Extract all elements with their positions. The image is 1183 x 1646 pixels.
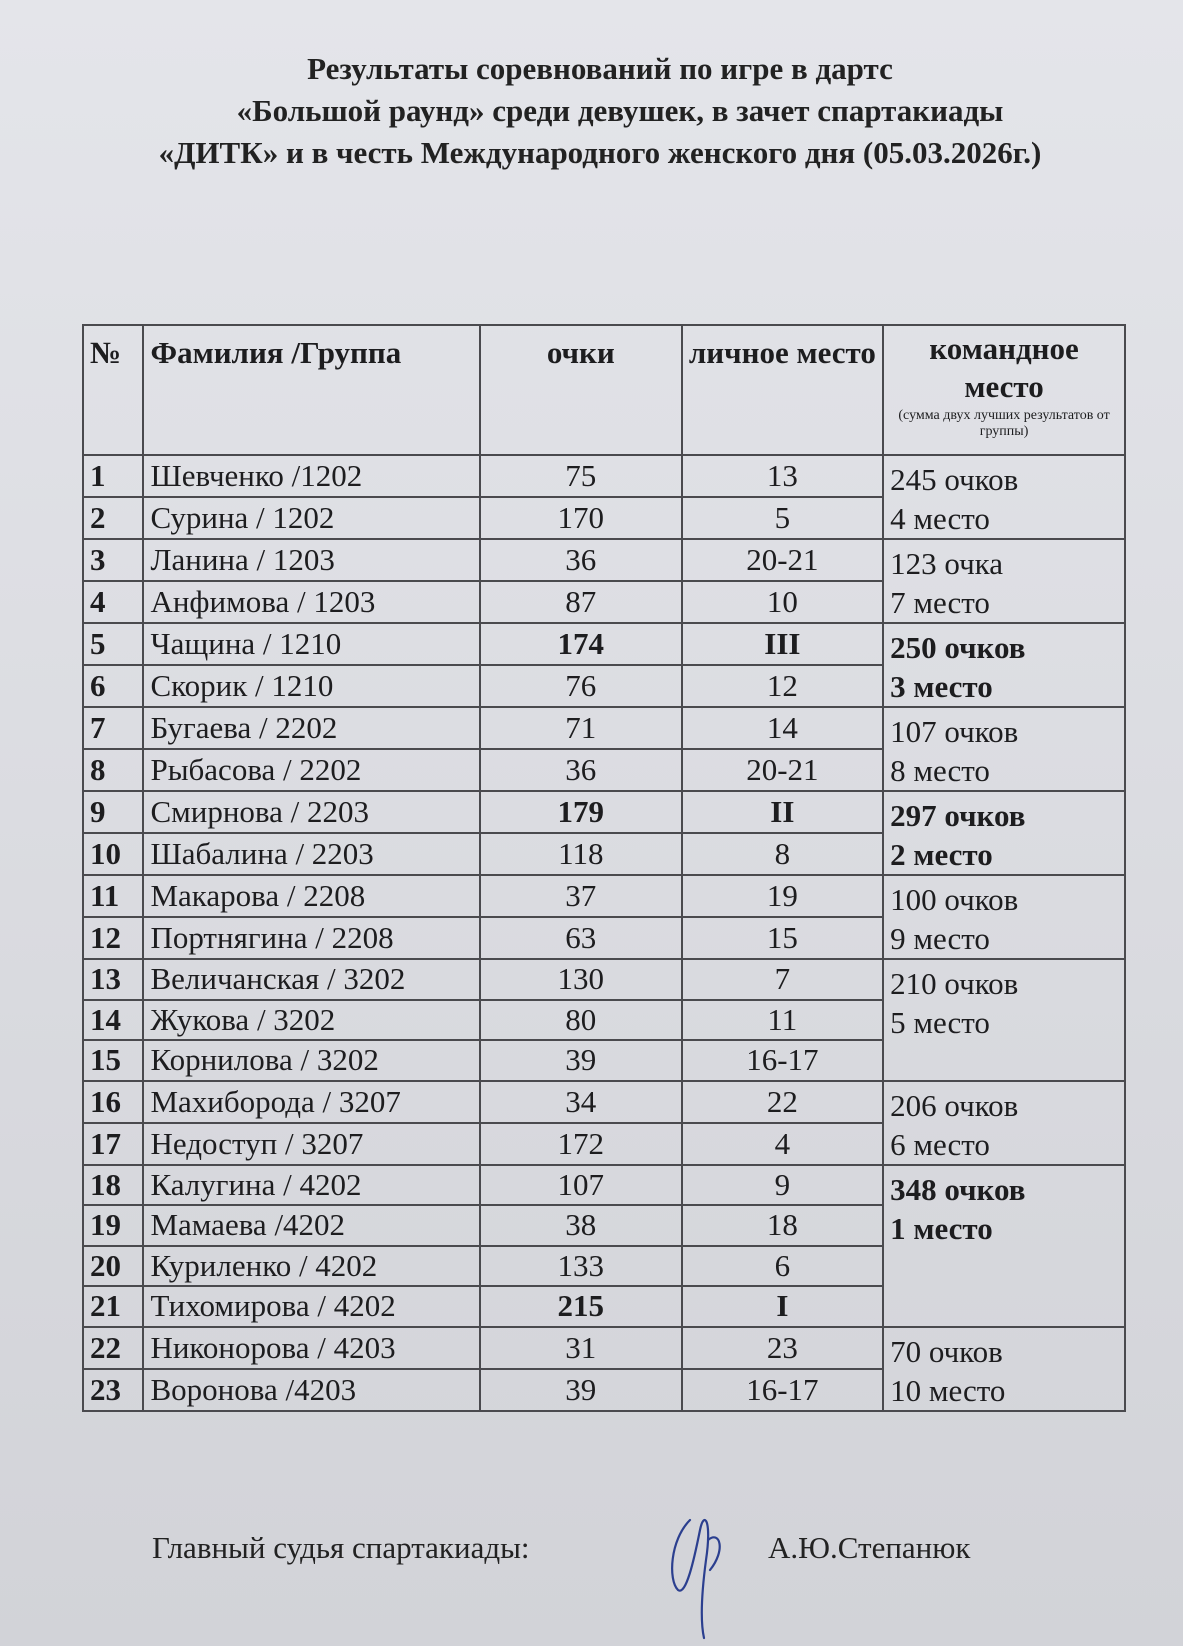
row-points: 174 [480,623,682,665]
row-name: Чащина / 1210 [143,623,480,665]
row-points: 39 [480,1040,682,1081]
row-personal-place: 13 [682,455,884,497]
row-points: 36 [480,749,682,791]
row-number: 8 [83,749,143,791]
row-name: Шабалина / 2203 [143,833,480,875]
row-personal-place: 9 [682,1165,884,1206]
row-personal-place: 10 [682,581,884,623]
judge-name: А.Ю.Степанюк [768,1530,971,1565]
team-points: 245 очков [890,462,1019,497]
team-result-cell [883,455,1125,539]
row-points: 179 [480,791,682,833]
row-number: 14 [83,1000,143,1041]
row-number: 11 [83,875,143,917]
row-personal-place: 15 [682,917,884,959]
table-row [83,791,1125,833]
team-place: 1 место [890,1210,993,1246]
row-personal-place: 6 [682,1246,884,1287]
row-number: 2 [83,497,143,539]
row-number: 22 [83,1327,143,1369]
row-points: 130 [480,959,682,1000]
table-row [83,1165,1125,1206]
header-team-place [883,325,1125,455]
team-result-cell [883,1327,1125,1411]
row-name: Сурина / 1202 [143,497,480,539]
row-points: 71 [480,707,682,749]
header-points: очки [480,325,682,455]
row-number: 23 [83,1369,143,1411]
team-result-cell [883,959,1125,1081]
row-number: 4 [83,581,143,623]
header-personal-place: личное место [682,325,884,455]
team-result-cell [883,1081,1125,1165]
row-number: 13 [83,959,143,1000]
row-points: 87 [480,581,682,623]
row-number: 6 [83,665,143,707]
row-number: 16 [83,1081,143,1123]
team-place: 5 место [890,1005,990,1040]
team-place: 4 место [890,501,990,536]
row-name: Смирнова / 2203 [143,791,480,833]
row-name: Недоступ / 3207 [143,1123,480,1165]
row-number: 17 [83,1123,143,1165]
header-team-note: (сумма двух лучших результатов от группы) [898,408,1110,439]
row-personal-place: 12 [682,665,884,707]
row-points: 172 [480,1123,682,1165]
row-number: 7 [83,707,143,749]
row-points: 107 [480,1165,682,1206]
row-personal-place: I [682,1286,884,1327]
row-number: 20 [83,1246,143,1287]
title-line-2: «Большой раунд» среди девушек, в зачет спартакиады [236,93,1004,128]
row-name: Жукова / 3202 [143,1000,480,1041]
row-points: 37 [480,875,682,917]
row-number: 21 [83,1286,143,1327]
team-place: 8 место [890,753,990,788]
table-row [83,623,1125,665]
row-points: 133 [480,1246,682,1287]
row-personal-place: 19 [682,875,884,917]
row-points: 38 [480,1205,682,1246]
team-points: 206 очков [890,1087,1019,1123]
team-place: 10 место [890,1372,1006,1408]
row-number: 1 [83,455,143,497]
row-personal-place: 11 [682,1000,884,1041]
judge-label: Главный судья спартакиады: [152,1530,530,1565]
row-personal-place: 16-17 [682,1040,884,1081]
row-number: 18 [83,1165,143,1206]
row-points: 63 [480,917,682,959]
table-row [83,1081,1125,1123]
row-name: Макарова / 2208 [143,875,480,917]
row-personal-place: 5 [682,497,884,539]
row-name: Калугина / 4202 [143,1165,480,1206]
team-points: 210 очков [890,966,1019,1001]
row-points: 118 [480,833,682,875]
table-row [83,707,1125,749]
team-points: 297 очков [890,798,1026,833]
document-title [80,48,1120,174]
table-body [83,455,1125,1411]
table-row [83,875,1125,917]
row-personal-place: 20-21 [682,749,884,791]
team-result-cell [883,791,1125,875]
row-points: 80 [480,1000,682,1041]
row-points: 31 [480,1327,682,1369]
team-result-cell [883,707,1125,791]
team-result-cell [883,1165,1125,1327]
row-name: Куриленко / 4202 [143,1246,480,1287]
team-result-cell [883,623,1125,707]
team-points: 348 очков [890,1171,1026,1207]
row-name: Ланина / 1203 [143,539,480,581]
row-number: 5 [83,623,143,665]
row-points: 39 [480,1369,682,1411]
row-name: Тихомирова / 4202 [143,1286,480,1327]
row-number: 9 [83,791,143,833]
row-number: 19 [83,1205,143,1246]
team-place: 9 место [890,921,990,956]
table-row [83,455,1125,497]
team-place: 7 место [890,585,990,620]
table-row [83,539,1125,581]
team-points: 100 очков [890,882,1019,917]
row-personal-place: III [682,623,884,665]
table-row [83,1327,1125,1369]
header-name: Фамилия /Группа [143,325,480,455]
row-name: Шевченко /1202 [143,455,480,497]
row-number: 12 [83,917,143,959]
row-personal-place: 18 [682,1205,884,1246]
results-table [82,324,1126,1412]
row-number: 3 [83,539,143,581]
team-points: 250 очков [890,630,1026,665]
row-name: Корнилова / 3202 [143,1040,480,1081]
row-personal-place: 20-21 [682,539,884,581]
row-name: Бугаева / 2202 [143,707,480,749]
team-result-cell [883,539,1125,623]
row-name: Портнягина / 2208 [143,917,480,959]
signature-icon [660,1500,730,1640]
title-line-1: Результаты соревнований по игре в дартс [307,51,893,86]
row-personal-place: 23 [682,1327,884,1369]
team-points: 123 очка [890,546,1004,581]
team-place: 6 место [890,1126,990,1162]
row-name: Скорик / 1210 [143,665,480,707]
table-row [83,959,1125,1000]
row-points: 75 [480,455,682,497]
row-name: Анфимова / 1203 [143,581,480,623]
row-points: 170 [480,497,682,539]
row-points: 215 [480,1286,682,1327]
row-personal-place: 16-17 [682,1369,884,1411]
row-name: Махиборода / 3207 [143,1081,480,1123]
team-points: 70 очков [890,1333,1003,1369]
row-points: 34 [480,1081,682,1123]
row-points: 76 [480,665,682,707]
row-number: 15 [83,1040,143,1081]
row-name: Воронова /4203 [143,1369,480,1411]
team-place: 2 место [890,837,993,872]
table-header-row [83,325,1125,455]
row-name: Величанская / 3202 [143,959,480,1000]
row-name: Мамаева /4202 [143,1205,480,1246]
row-name: Рыбасова / 2202 [143,749,480,791]
row-number: 10 [83,833,143,875]
row-personal-place: II [682,791,884,833]
header-team-place-label: командное место [929,331,1079,404]
row-personal-place: 22 [682,1081,884,1123]
row-personal-place: 4 [682,1123,884,1165]
team-result-cell [883,875,1125,959]
header-num: № [83,325,143,455]
row-personal-place: 7 [682,959,884,1000]
team-points: 107 очков [890,714,1019,749]
row-personal-place: 14 [682,707,884,749]
title-line-3: «ДИТК» и в честь Международного женского дня (05.03.2026г.) [158,135,1042,170]
row-personal-place: 8 [682,833,884,875]
row-name: Никонорова / 4203 [143,1327,480,1369]
team-place: 3 место [890,669,993,704]
row-points: 36 [480,539,682,581]
